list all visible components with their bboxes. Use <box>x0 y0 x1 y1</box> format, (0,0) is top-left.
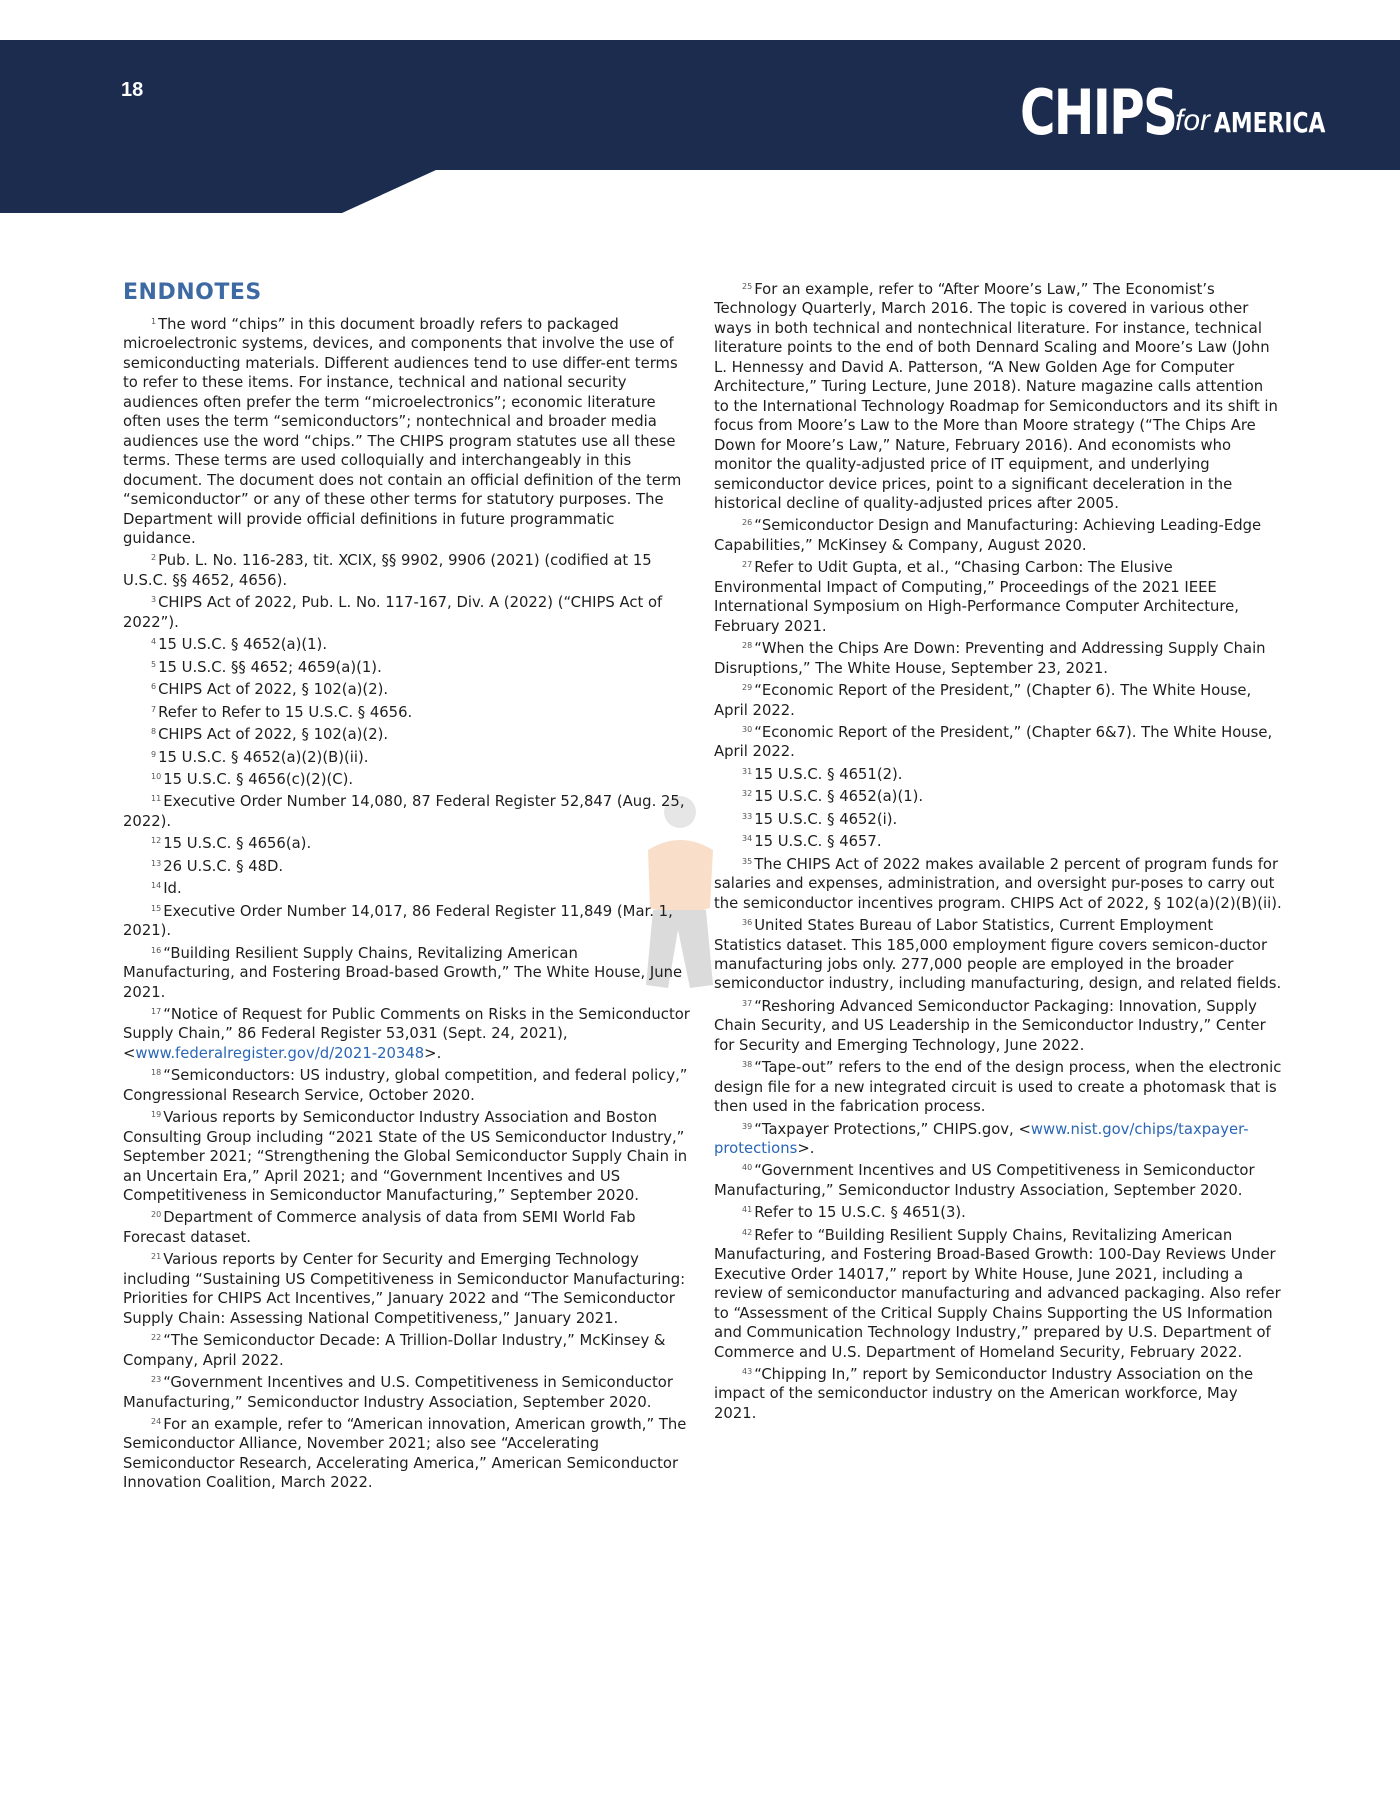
endnote-number: 7 <box>151 704 157 714</box>
endnote-number: 26 <box>742 518 753 528</box>
endnote-text: Refer to “Building Resilient Supply Chains, Revitalizing American Manufacturing, and Fostering Broad-Based Growth: 100-Day Reviews Under Executive Order 14017,” report by White House, June 2021, including a review of semiconductor manufacturing and advanced packaging. Also refer to “Assessment of the Critical Supply Chains Supporting the US Information and Communication Technology Industry,” prepared by U.S. Department of Commerce and U.S. Department of Homeland Security, February 2022. <box>714 1226 1281 1361</box>
endnote-number: 31 <box>742 766 753 776</box>
chips-for-america-logo <box>1020 76 1326 149</box>
endnote-17 <box>123 1002 690 1063</box>
endnote-24 <box>123 1412 690 1493</box>
endnote-27 <box>714 555 1282 636</box>
endnote-number: 22 <box>151 1333 162 1343</box>
endnote-11 <box>123 789 690 831</box>
endnote-number: 10 <box>151 771 162 781</box>
endnote-5 <box>123 655 690 677</box>
endnote-37 <box>714 994 1282 1055</box>
endnote-text: For an example, refer to “American innovation, American growth,” The Semiconductor Alliance, November 2021; also see “Accelerating Semiconductor Research, Accelerating America,” American Semiconductor Innovation Coalition, March 2022. <box>123 1416 687 1492</box>
endnote-text: Executive Order Number 14,017, 86 Federal Register 11,849 (Mar. 1, 2021). <box>123 902 673 940</box>
endnote-number: 27 <box>742 560 753 570</box>
endnote-link[interactable]: www.federalregister.gov/d/2021-20348 <box>135 1044 425 1062</box>
logo-chips-text: CHIPS <box>1020 76 1177 149</box>
endnote-number: 1 <box>151 317 157 326</box>
endnote-text: “Chipping In,” report by Semiconductor Industry Association on the impact of the semiconductor industry on the American workforce, May 2021. <box>714 1366 1254 1422</box>
endnote-28 <box>714 636 1282 678</box>
endnote-40 <box>714 1158 1282 1200</box>
endnote-26 <box>714 513 1282 555</box>
endnote-number: 11 <box>151 794 162 804</box>
endnote-text: 15 U.S.C. § 4651(2). <box>754 765 903 783</box>
right-notes-list <box>714 277 1282 1423</box>
endnote-4 <box>123 632 690 654</box>
endnote-number: 6 <box>151 682 157 692</box>
endnote-6 <box>123 677 690 699</box>
endnote-38 <box>714 1055 1282 1116</box>
endnote-text: Executive Order Number 14,080, 87 Federal Register 52,847 (Aug. 25, 2022). <box>123 793 685 830</box>
endnote-1 <box>123 312 690 548</box>
endnote-42 <box>714 1223 1282 1362</box>
endnote-32 <box>714 784 1282 806</box>
endnote-41 <box>714 1200 1282 1222</box>
endnote-number: 9 <box>151 749 157 759</box>
endnote-text: 15 U.S.C. § 4656(c)(2)(C). <box>163 770 354 788</box>
endnote-text: 15 U.S.C. § 4652(i). <box>754 810 898 828</box>
endnote-3 <box>123 590 690 632</box>
endnote-text: “Tape-out” refers to the end of the design process, when the electronic design file for a new integrated circuit is used to create a photomask that is then used in the fabrication process. <box>714 1059 1282 1116</box>
endnote-number: 18 <box>151 1068 162 1078</box>
endnote-text: The CHIPS Act of 2022 makes available 2 percent of program funds for salaries and expenses, administration, and oversight pur-poses to carry out the semiconductor incentives program. CHIPS Act of 2022, § 102(a)(2)(B)(ii). <box>714 855 1282 912</box>
endnote-23 <box>123 1370 690 1412</box>
endnote-text: 15 U.S.C. § 4656(a). <box>163 835 312 853</box>
endnote-number: 37 <box>742 998 753 1008</box>
endnote-10 <box>123 767 690 789</box>
endnote-7 <box>123 700 690 722</box>
endnote-36 <box>714 913 1282 994</box>
endnote-13 <box>123 854 690 876</box>
endnotes-heading: ENDNOTES <box>123 280 262 305</box>
endnote-text: Various reports by Center for Security and Emerging Technology including “Sustaining US Competitiveness in Semiconductor Manufacturing: Priorities for CHIPS Act Incentives,” January 2022 and “The Semiconductor Supply Chain: Assessing National Competitiveness,” January 2021. <box>123 1251 686 1327</box>
endnote-31 <box>714 762 1282 784</box>
endnote-text: “Building Resilient Supply Chains, Revitalizing American Manufacturing, and Fostering Broad-based Growth,” The White House, June 2021. <box>123 944 683 1001</box>
endnote-number: 43 <box>742 1367 753 1377</box>
left-notes-list <box>123 312 690 1493</box>
endnote-text: 15 U.S.C. § 4652(a)(1). <box>754 788 924 806</box>
endnote-21 <box>123 1247 690 1328</box>
endnote-text: CHIPS Act of 2022, Pub. L. No. 117-167, Div. A (2022) (“CHIPS Act of 2022”). <box>123 594 663 631</box>
endnote-text: 15 U.S.C. § 4652(a)(2)(B)(ii). <box>158 748 369 766</box>
endnote-number: 5 <box>151 659 157 669</box>
endnote-text: Id. <box>163 880 182 898</box>
endnote-number: 3 <box>151 595 157 605</box>
endnote-text: “When the Chips Are Down: Preventing and Addressing Supply Chain Disruptions,” The White House, September 23, 2021. <box>714 640 1266 677</box>
endnote-link[interactable]: www.nist.gov/chips/taxpayer-protections <box>714 1120 1249 1158</box>
endnote-number: 38 <box>742 1060 753 1070</box>
endnote-number: 33 <box>742 811 753 821</box>
endnote-number: 34 <box>742 834 753 844</box>
endnote-text-after: >. <box>424 1044 442 1062</box>
endnote-29 <box>714 678 1282 720</box>
endnote-number: 15 <box>151 903 162 913</box>
endnote-text: “Semiconductors: US industry, global competition, and federal policy,” Congressional Research Service, October 2020. <box>123 1067 688 1104</box>
endnote-number: 4 <box>151 637 157 647</box>
top-margin <box>0 0 1400 40</box>
endnote-18 <box>123 1063 690 1105</box>
endnote-text: 15 U.S.C. § 4652(a)(1). <box>158 636 328 654</box>
endnote-number: 19 <box>151 1110 162 1120</box>
endnote-9 <box>123 745 690 767</box>
endnote-number: 29 <box>742 683 753 693</box>
endnote-text: “Economic Report of the President,” (Chapter 6&7). The White House, April 2022. <box>714 723 1273 761</box>
endnote-text: The word “chips” in this document broadly refers to packaged microelectronic systems, devices, and components that involve the use of semiconducting materials. Different audiences tend to use differ-ent terms to refer to these items. For instance, technical and national security audiences often prefer the term “microelectronics”; economic literature often uses the term “semiconductors”; nontechnical and broader media audiences use the word “chips.” The CHIPS program statutes use all these terms. These terms are used colloquially and interchangeably in this document. The document does not contain an official definition of the term “semiconductor” or any of these other terms for statutory purposes. The Department will provide official definitions in future programmatic guidance. <box>123 316 682 547</box>
page-number: 18 <box>121 79 144 101</box>
endnote-number: 40 <box>742 1163 753 1173</box>
endnote-number: 39 <box>742 1121 753 1131</box>
endnotes-left-column <box>123 280 690 1493</box>
endnote-text: 15 U.S.C. §§ 4652; 4659(a)(1). <box>158 658 382 676</box>
endnote-33 <box>714 807 1282 829</box>
endnote-2 <box>123 548 690 590</box>
endnote-text: CHIPS Act of 2022, § 102(a)(2). <box>158 726 389 744</box>
endnote-text: CHIPS Act of 2022, § 102(a)(2). <box>158 681 389 699</box>
endnote-35 <box>714 852 1282 913</box>
endnote-text: “Government Incentives and US Competitiveness in Semiconductor Manufacturing,” Semiconductor Industry Association, September 2020. <box>714 1162 1255 1199</box>
endnote-text: 26 U.S.C. § 48D. <box>163 857 284 875</box>
endnote-number: 32 <box>742 789 753 799</box>
endnote-text-after: >. <box>797 1140 815 1158</box>
endnote-text: Department of Commerce analysis of data from SEMI World Fab Forecast dataset. <box>123 1209 636 1246</box>
endnote-number: 35 <box>742 856 753 866</box>
endnote-22 <box>123 1328 690 1370</box>
endnote-number: 12 <box>151 836 162 846</box>
endnote-number: 13 <box>151 858 162 868</box>
endnote-20 <box>123 1205 690 1247</box>
endnote-number: 25 <box>742 282 753 291</box>
endnote-text: Refer to Udit Gupta, et al., “Chasing Carbon: The Elusive Environmental Impact of Computing,” Proceedings of the 2021 IEEE International Symposium on High-Performance Computer Architecture, February 2021. <box>714 559 1239 635</box>
endnote-number: 8 <box>151 727 157 737</box>
endnote-text: “The Semiconductor Decade: A Trillion-Dollar Industry,” McKinsey & Company, April 2022. <box>123 1332 666 1369</box>
endnote-text: “Semiconductor Design and Manufacturing: Achieving Leading-Edge Capabilities,” McKinsey & Company, August 2020. <box>714 517 1262 554</box>
endnote-number: 16 <box>151 945 162 955</box>
endnote-number: 30 <box>742 724 753 734</box>
endnote-14 <box>123 876 690 898</box>
endnote-number: 14 <box>151 881 162 891</box>
endnote-8 <box>123 722 690 744</box>
endnote-12 <box>123 831 690 853</box>
endnote-text: For an example, refer to “After Moore’s Law,” The Economist’s Technology Quarterly, March 2016. The topic is covered in various other ways in both technical and nontechnical literature. For instance, technical literature points to the end of both Dennard Scaling and Moore’s Law (John L. Hennessy and David A. Patterson, “A New Golden Age for Computer Architecture,” Turing Lecture, June 2018). Nature magazine calls attention to the International Technology Roadmap for Semiconductors and its shift in focus from Moore’s Law to the More than Moore strategy (“The Chips Are Down for Moore’s Law,” Nature, February 2016). And economists who monitor the quality-adjusted price of IT equipment, and underlying semiconductor device prices, point to a significant deceleration in the historical decline of quality-adjusted prices after 2005. <box>714 281 1278 512</box>
endnotes-right-column <box>714 277 1282 1423</box>
endnote-number: 21 <box>151 1252 162 1262</box>
endnote-text: Refer to Refer to 15 U.S.C. § 4656. <box>158 703 413 721</box>
endnote-text: United States Bureau of Labor Statistics, Current Employment Statistics dataset. This 185,000 employment figure covers semicon-ductor manufacturing jobs only. 277,000 people are employed in the broader semiconductor industry, including manufacturing, design, and related fields. <box>714 917 1282 993</box>
endnote-19 <box>123 1105 690 1205</box>
endnote-43 <box>714 1362 1282 1423</box>
endnote-text: Various reports by Semiconductor Industry Association and Boston Consulting Group including “2021 State of the US Semiconductor Industry,” September 2021; “Strengthening the Global Semiconductor Supply Chain in an Uncertain Era,” April 2021; and “Government Incentives and US Competitiveness in Semiconductor Manufacturing,” September 2020. <box>123 1109 688 1205</box>
endnote-number: 23 <box>151 1375 162 1385</box>
endnote-number: 2 <box>151 553 157 563</box>
endnote-text: “Notice of Request for Public Comments on Risks in the Semiconductor Supply Chain,” 86 Federal Register 53,031 (Sept. 24, 2021), < <box>123 1005 690 1062</box>
endnote-number: 17 <box>151 1006 162 1016</box>
logo-for-text: for <box>1175 104 1211 137</box>
endnote-number: 41 <box>742 1205 753 1215</box>
endnote-text: Refer to 15 U.S.C. § 4651(3). <box>754 1204 966 1222</box>
endnote-30 <box>714 720 1282 762</box>
endnote-16 <box>123 941 690 1002</box>
logo-america-text: AMERICA <box>1214 106 1326 139</box>
endnote-text: Pub. L. No. 116-283, tit. XCIX, §§ 9902, 9906 (2021) (codified at 15 U.S.C. §§ 4652, 4656). <box>123 552 652 589</box>
endnote-text: “Reshoring Advanced Semiconductor Packaging: Innovation, Supply Chain Security, and US Leadership in the Semiconductor Industry,” Center for Security and Emerging Technology, June 2022. <box>714 997 1266 1054</box>
endnote-text: “Taxpayer Protections,” CHIPS.gov, < <box>754 1120 1031 1138</box>
endnote-25 <box>714 277 1282 513</box>
endnote-number: 20 <box>151 1210 162 1220</box>
endnote-text: “Economic Report of the President,” (Chapter 6). The White House, April 2022. <box>714 682 1252 719</box>
endnote-text: “Government Incentives and U.S. Competitiveness in Semiconductor Manufacturing,” Semiconductor Industry Association, September 2020. <box>123 1374 673 1411</box>
endnote-number: 24 <box>151 1417 162 1427</box>
endnote-number: 42 <box>742 1227 753 1237</box>
endnote-39 <box>714 1117 1282 1159</box>
endnote-34 <box>714 829 1282 851</box>
endnote-text: 15 U.S.C. § 4657. <box>754 833 882 851</box>
endnote-15 <box>123 899 690 941</box>
endnote-number: 36 <box>742 918 753 928</box>
endnote-number: 28 <box>742 641 753 651</box>
